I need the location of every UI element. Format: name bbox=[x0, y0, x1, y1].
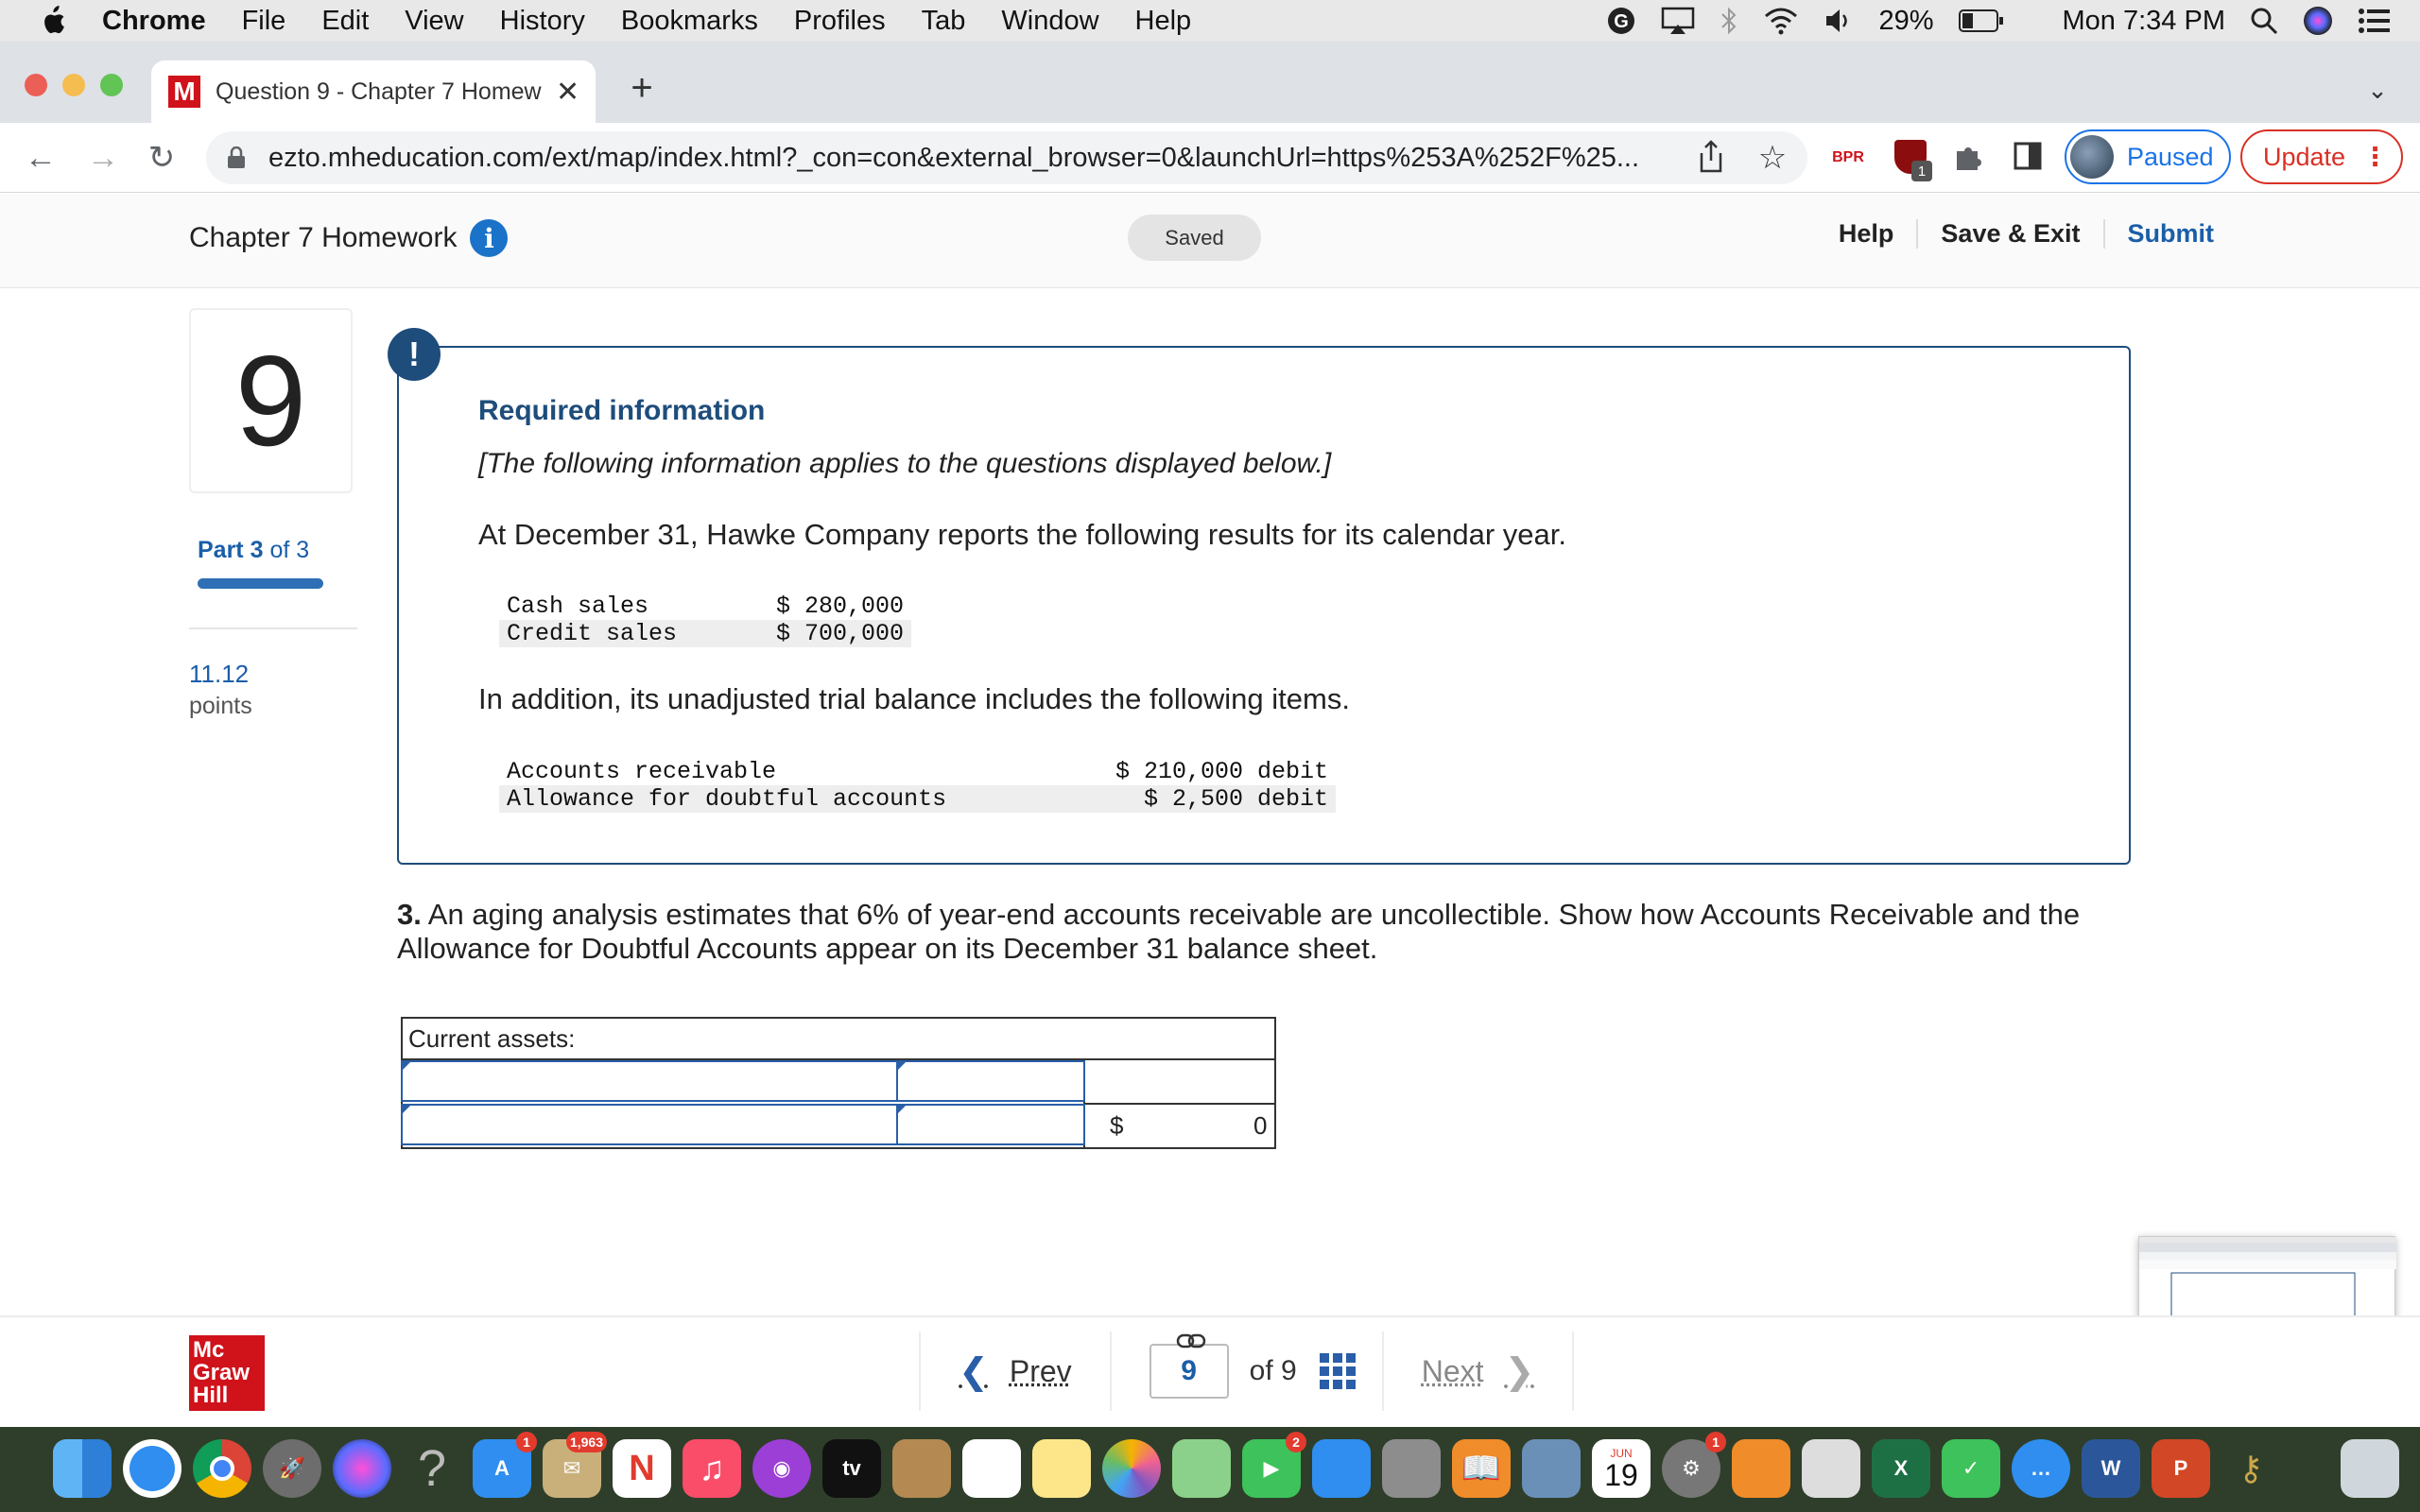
podcasts-icon[interactable]: ◉ bbox=[752, 1439, 811, 1498]
trial-label: Allowance for doubtful accounts bbox=[499, 785, 1104, 813]
prev-label: Prev bbox=[1009, 1353, 1072, 1388]
update-button[interactable] bbox=[2240, 129, 2403, 184]
volume-icon[interactable] bbox=[1824, 7, 1854, 35]
reminders-icon[interactable] bbox=[962, 1439, 1021, 1498]
siri-dock-icon[interactable] bbox=[333, 1439, 391, 1498]
saved-status: Saved bbox=[1128, 215, 1261, 261]
trial-balance-table bbox=[499, 758, 1336, 813]
puzzle-extensions-icon[interactable] bbox=[1953, 142, 1983, 172]
window-close-button[interactable] bbox=[25, 74, 47, 96]
security-shield-icon[interactable]: ✓ bbox=[1942, 1439, 2000, 1498]
sales-label: Credit sales bbox=[499, 620, 769, 647]
system-preferences-icon[interactable]: ⚙ 1 bbox=[1662, 1439, 1720, 1498]
sales-value: $ 700,000 bbox=[769, 620, 911, 647]
profile-paused-button[interactable] bbox=[2065, 129, 2231, 184]
bpr-extension-icon[interactable]: BPR bbox=[1832, 149, 1864, 165]
bookmark-star-icon[interactable]: ☆ bbox=[1757, 140, 1788, 176]
wifi-icon[interactable] bbox=[1763, 7, 1799, 35]
mcgraw-hill-logo bbox=[189, 1335, 265, 1411]
tab-close-icon[interactable]: ✕ bbox=[556, 76, 580, 108]
menu-view[interactable]: View bbox=[405, 5, 464, 36]
question-body: An aging analysis estimates that 6% of year-end accounts receivable are uncollectible. Show how Accounts Receivable and the Allowance for Doubtful Accounts appear on its December 31 balance sheet. bbox=[397, 898, 2081, 965]
page-total: 9 bbox=[1281, 1355, 1297, 1386]
account-name-input-2[interactable] bbox=[401, 1104, 898, 1145]
photos-icon[interactable] bbox=[1102, 1439, 1161, 1498]
books-icon[interactable]: 📖 bbox=[1452, 1439, 1511, 1498]
calendar-month: JUN bbox=[1610, 1447, 1633, 1460]
window-zoom-button[interactable] bbox=[100, 74, 123, 96]
required-info-intro: At December 31, Hawke Company reports the following results for its calendar year. bbox=[478, 518, 1566, 551]
battery-percent: 29% bbox=[1878, 5, 1934, 36]
part-progress-bar bbox=[198, 578, 323, 589]
forward-arrow-icon[interactable]: → bbox=[87, 139, 119, 176]
more-menu-icon[interactable]: ⋮ bbox=[2362, 142, 2389, 171]
extension-badge: 1 bbox=[1911, 161, 1932, 181]
menu-window[interactable]: Window bbox=[1001, 5, 1099, 36]
bluetooth-icon[interactable] bbox=[1720, 6, 1738, 36]
help-button[interactable]: Help bbox=[1838, 219, 1894, 248]
keynote-icon[interactable] bbox=[1312, 1439, 1371, 1498]
browser-tab[interactable] bbox=[151, 60, 596, 123]
facetime-icon[interactable]: ▶ 2 bbox=[1242, 1439, 1301, 1498]
menu-tab[interactable]: Tab bbox=[921, 5, 966, 36]
of-text: of bbox=[1249, 1355, 1273, 1386]
maps-icon[interactable] bbox=[1172, 1439, 1231, 1498]
svg-text:G: G bbox=[1614, 11, 1630, 32]
part-indicator bbox=[198, 537, 309, 564]
control-center-icon[interactable] bbox=[2358, 8, 2392, 34]
calendar-icon[interactable] bbox=[1592, 1439, 1651, 1498]
new-tab-icon[interactable]: + bbox=[631, 66, 653, 109]
messages-icon[interactable]: … bbox=[2012, 1439, 2070, 1498]
amount-input-2[interactable] bbox=[896, 1104, 1085, 1145]
grid-view-icon[interactable] bbox=[1320, 1353, 1356, 1389]
apple-tv-label: tv bbox=[842, 1456, 861, 1480]
airplay-icon[interactable] bbox=[1661, 7, 1695, 35]
preview-icon[interactable] bbox=[1382, 1439, 1441, 1498]
menu-bookmarks[interactable]: Bookmarks bbox=[620, 5, 758, 36]
music-icon[interactable]: ♫ bbox=[683, 1439, 741, 1498]
lock-icon[interactable] bbox=[227, 146, 246, 169]
window-minimize-button[interactable] bbox=[62, 74, 85, 96]
question-number: 9 bbox=[189, 308, 353, 493]
profile-avatar bbox=[2070, 135, 2114, 179]
panel-divider bbox=[189, 627, 357, 629]
facetime-badge: 2 bbox=[1286, 1432, 1306, 1452]
points-value: 11.12 bbox=[189, 660, 250, 688]
answer-table-divider bbox=[1083, 1103, 1276, 1105]
chevron-left-icon: ❮ bbox=[959, 1351, 989, 1392]
photo-browser-icon[interactable] bbox=[1522, 1439, 1581, 1498]
part-total: of 3 bbox=[269, 537, 310, 563]
tab-search-chevron-icon[interactable]: ⌄ bbox=[2367, 75, 2388, 104]
assignment-title-text: Chapter 7 Homework bbox=[189, 222, 458, 253]
sales-value: $ 280,000 bbox=[776, 593, 905, 620]
required-info-subtitle: [The following information applies to the questions displayed below.] bbox=[478, 448, 1332, 479]
question-number-label: 3. bbox=[397, 898, 422, 931]
roblox-icon[interactable] bbox=[1802, 1439, 1860, 1498]
page-number-box[interactable] bbox=[1150, 1344, 1229, 1399]
table-row bbox=[499, 593, 911, 620]
sales-table bbox=[499, 593, 911, 647]
current-assets-label: Current assets: bbox=[408, 1024, 576, 1053]
menu-help[interactable]: Help bbox=[1134, 5, 1192, 36]
back-arrow-icon[interactable]: ← bbox=[25, 139, 57, 176]
trash-icon[interactable] bbox=[2341, 1439, 2399, 1498]
menu-history[interactable]: History bbox=[499, 5, 585, 36]
net-total-value: 0 bbox=[1253, 1111, 1268, 1140]
logo-line-2: Graw bbox=[193, 1360, 251, 1385]
app-store-icon[interactable]: A 1 bbox=[473, 1439, 531, 1498]
side-panel-icon[interactable] bbox=[2014, 142, 2042, 170]
page-indicator bbox=[1112, 1344, 1382, 1399]
finder-icon[interactable] bbox=[53, 1439, 112, 1498]
share-icon[interactable] bbox=[1698, 140, 1724, 174]
prev-button[interactable] bbox=[921, 1350, 1110, 1393]
help-question-icon[interactable]: ? bbox=[417, 1440, 447, 1497]
table-row bbox=[499, 758, 1336, 785]
logo-line-1: Mc bbox=[193, 1337, 225, 1363]
link-icon bbox=[1176, 1332, 1206, 1349]
question-navigation bbox=[919, 1315, 1574, 1427]
apple-tv-icon[interactable] bbox=[822, 1439, 881, 1498]
tab-title: Question 9 - Chapter 7 Homew bbox=[216, 77, 542, 105]
menu-profiles[interactable]: Profiles bbox=[793, 5, 886, 36]
news-icon[interactable]: N bbox=[613, 1439, 671, 1498]
powerpoint-icon[interactable]: P bbox=[2152, 1439, 2210, 1498]
assignment-title bbox=[189, 219, 508, 257]
currency-symbol: $ bbox=[1110, 1111, 1124, 1140]
sales-label: Cash sales bbox=[507, 593, 649, 620]
logo-line-3: Hill bbox=[193, 1383, 229, 1408]
part-current: Part 3 bbox=[198, 537, 264, 563]
menu-bar bbox=[0, 0, 2420, 42]
mcgraw-favicon-icon: M bbox=[168, 76, 200, 108]
menu-clock[interactable]: Mon 7:34 PM bbox=[2062, 5, 2225, 36]
page-of-label bbox=[1250, 1355, 1297, 1387]
spotlight-icon[interactable] bbox=[2250, 7, 2278, 35]
next-button[interactable] bbox=[1384, 1350, 1573, 1393]
menu-file[interactable]: File bbox=[241, 5, 286, 36]
url-text[interactable]: ezto.mheducation.com/ext/map/index.html?_con=con&external_browser=0&launchUrl=https%253A%252F%25... bbox=[268, 142, 1640, 173]
points-label: points bbox=[189, 693, 252, 719]
trial-value: $ 210,000 debit bbox=[1115, 758, 1328, 785]
word-icon[interactable]: W bbox=[2082, 1439, 2140, 1498]
table-row bbox=[499, 785, 1336, 813]
calendar-day: 19 bbox=[1604, 1458, 1638, 1492]
menu-edit[interactable]: Edit bbox=[321, 5, 370, 36]
menu-app-name[interactable]: Chrome bbox=[102, 5, 206, 36]
update-label: Update bbox=[2263, 142, 2346, 171]
question-text bbox=[397, 898, 2136, 966]
amount-input-1[interactable] bbox=[896, 1060, 1085, 1102]
chevron-right-icon: ❯ bbox=[1504, 1351, 1535, 1392]
mail-icon[interactable]: ✉ 1,963 bbox=[543, 1439, 601, 1498]
launchpad-icon[interactable]: 🚀 bbox=[263, 1439, 321, 1498]
header-actions bbox=[1816, 219, 2237, 249]
account-name-input-1[interactable] bbox=[401, 1060, 898, 1102]
trial-value: $ 2,500 debit bbox=[1104, 785, 1336, 813]
battery-icon[interactable] bbox=[1959, 9, 2004, 33]
keychain-icon[interactable]: ⚷ bbox=[2238, 1449, 2264, 1487]
save-exit-button[interactable]: Save & Exit bbox=[1916, 219, 2102, 249]
alert-icon: ! bbox=[388, 328, 441, 381]
nav-separator bbox=[1572, 1332, 1574, 1411]
chrome-icon[interactable] bbox=[193, 1439, 251, 1498]
required-info-trial-intro: In addition, its unadjusted trial balance includes the following items. bbox=[478, 682, 1350, 715]
calculator-icon[interactable] bbox=[1732, 1439, 1790, 1498]
mail-badge: 1,963 bbox=[566, 1432, 607, 1452]
reload-icon[interactable]: ↻ bbox=[147, 140, 176, 176]
required-info-title: Required information bbox=[478, 395, 766, 426]
current-page: 9 bbox=[1181, 1355, 1197, 1386]
dock-apps bbox=[53, 1433, 2399, 1504]
next-label: Next bbox=[1421, 1353, 1484, 1388]
notes-icon[interactable] bbox=[1032, 1439, 1091, 1498]
apple-icon[interactable] bbox=[38, 5, 66, 37]
paused-label: Paused bbox=[2127, 142, 2214, 171]
contacts-icon[interactable] bbox=[892, 1439, 951, 1498]
preferences-badge: 1 bbox=[1705, 1432, 1726, 1452]
siri-icon[interactable] bbox=[2303, 6, 2333, 36]
excel-icon[interactable]: X bbox=[1872, 1439, 1930, 1498]
submit-button[interactable]: Submit bbox=[2103, 219, 2238, 249]
table-row bbox=[499, 620, 911, 647]
address-bar[interactable] bbox=[206, 131, 1807, 184]
trial-label: Accounts receivable bbox=[507, 758, 777, 785]
safari-icon[interactable] bbox=[123, 1439, 182, 1498]
info-icon[interactable]: i bbox=[470, 219, 508, 257]
grammarly-icon[interactable] bbox=[1606, 6, 1636, 36]
app-store-badge: 1 bbox=[516, 1432, 537, 1452]
